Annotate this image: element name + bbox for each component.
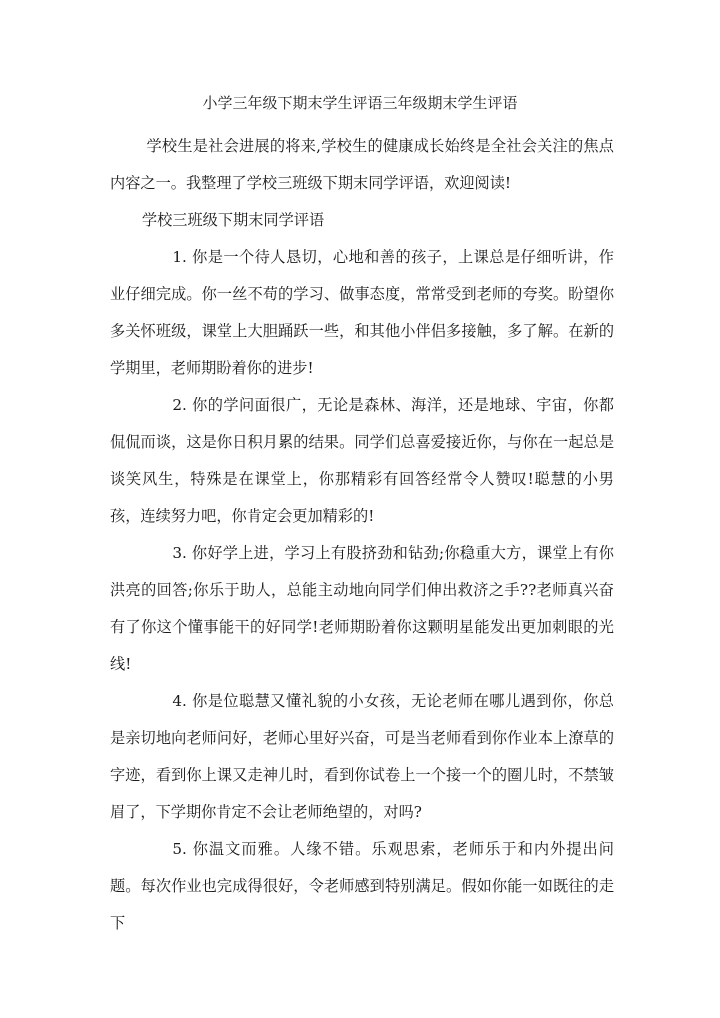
section-heading: 学校三班级下期末同学评语	[141, 211, 325, 229]
comment-item-2: 2. 你的学问面很广，无论是森林、海洋，还是地球、宇宙，你都侃侃而谈，这是你日积月累的结果。同学们总喜爱接近你，与你在一起总是谈笑风生，特殊是在课堂上，你那精彩有回答经常令人赞叹!聪慧的小男孩，连续努力吧，你肯定会更加精彩的!	[110, 396, 614, 525]
comment-item-5: 5. 你温文而雅。人缘不错。乐观思索，老师乐于和内外提出问题。每次作业也完成得很好，令老师感到特别满足。假如你能一如既往的走下	[110, 840, 614, 932]
comment-item-4: 4. 你是位聪慧又懂礼貌的小女孩，无论老师在哪儿遇到你，你总是亲切地向老师问好，老师心里好兴奋，可是当老师看到你作业本上潦草的字迹，看到你上课又走神儿时，看到你试卷上一个接一个的圈儿时，不禁皱眉了，下学期你肯定不会让老师绝望的，对吗?	[110, 692, 614, 821]
document-body	[110, 128, 614, 942]
comment-item-1: 1. 你是一个待人恳切，心地和善的孩子，上课总是仔细听讲，作业仔细完成。你一丝不苟的学习、做事态度，常常受到老师的夸奖。盼望你多关怀班级，课堂上大胆踊跃一些，和其他小伴侣多接触，多了解。在新的学期里，老师期盼着你的进步!	[110, 248, 614, 377]
intro-paragraph: 学校生是社会进展的将来,学校生的健康成长始终是全社会关注的焦点内容之一。我整理了学校三班级下期末同学评语，欢迎阅读!	[110, 137, 614, 192]
document-title: 小学三年级下期末学生评语三年级期末学生评语	[202, 94, 518, 112]
comment-item-3: 3. 你好学上进，学习上有股挤劲和钻劲;你稳重大方，课堂上有你洪亮的回答;你乐于助人，总能主动地向同学们伸出救济之手??老师真兴奋有了你这个懂事能干的好同学!老师期盼着你这颗明星能发出更加刺眼的光线!	[110, 544, 614, 673]
